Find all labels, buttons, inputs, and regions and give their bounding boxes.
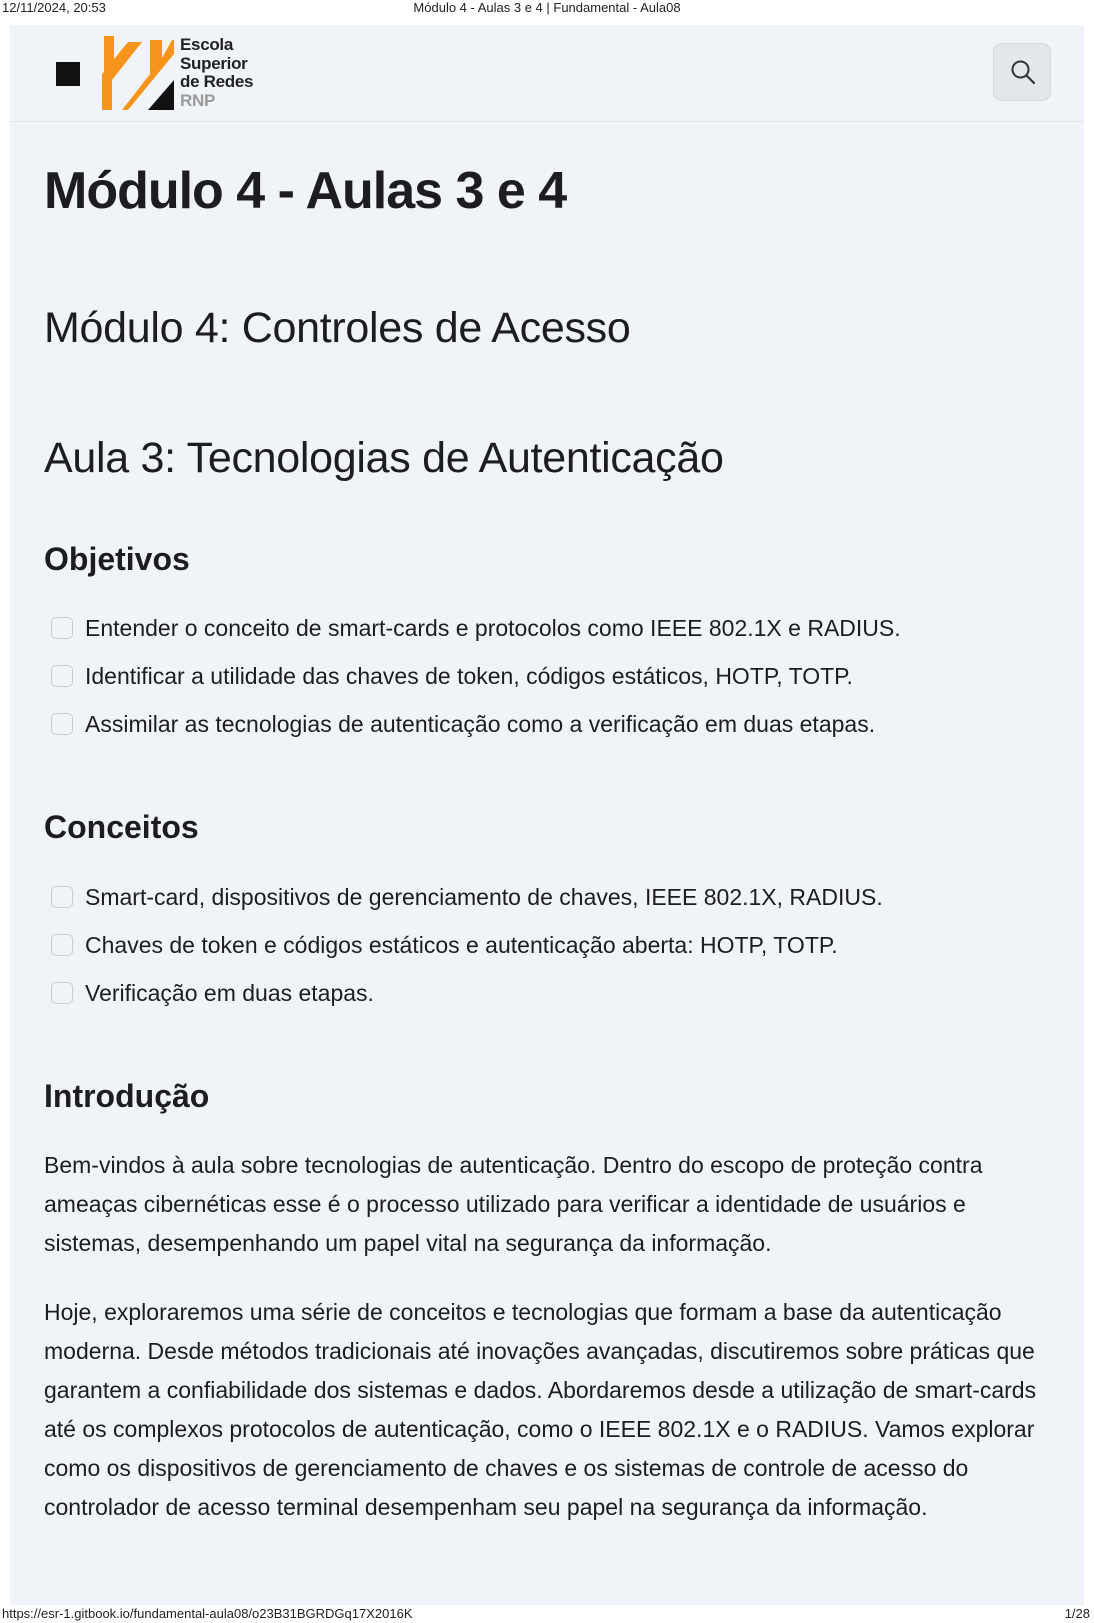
- concept-text: Chaves de token e códigos estáticos e autenticação aberta: HOTP, TOTP.: [85, 932, 838, 958]
- logo-line-3: de Redes: [180, 72, 254, 91]
- print-date: 12/11/2024, 20:53: [2, 0, 106, 15]
- concepts-list: [51, 884, 883, 1028]
- logo[interactable]: [102, 36, 262, 110]
- objective-item: [51, 711, 901, 759]
- lesson-heading: Aula 3: Tecnologias de Autenticação: [44, 434, 724, 482]
- concept-text: Verificação em duas etapas.: [85, 980, 374, 1006]
- page-title: Módulo 4 - Aulas 3 e 4: [44, 162, 567, 220]
- checkbox[interactable]: [51, 982, 73, 1004]
- concept-text: Smart-card, dispositivos de gerenciamento de chaves, IEEE 802.1X, RADIUS.: [85, 884, 883, 910]
- concept-item: [51, 884, 883, 932]
- logo-text: [180, 36, 253, 110]
- print-footer: [0, 1603, 1094, 1623]
- objective-text: Identificar a utilidade das chaves de token, códigos estáticos, HOTP, TOTP.: [85, 663, 853, 689]
- objectives-heading: Objetivos: [44, 541, 190, 577]
- print-page-number: 1/28: [1064, 1606, 1090, 1621]
- objective-item: [51, 663, 901, 711]
- concept-item: [51, 980, 883, 1028]
- logo-line-2: Superior: [180, 53, 248, 73]
- intro-paragraph-1: Bem-vindos à aula sobre tecnologias de autenticação. Dentro do escopo de proteção contra ameaças cibernéticas esse é o processo utilizado para verificar a identidade de usuários e sistemas, desempenhando um papel vital na segurança da informação.: [44, 1152, 983, 1256]
- introduction-heading: Introdução: [44, 1078, 210, 1114]
- logo-line-1: Escola: [180, 35, 234, 54]
- module-heading: Módulo 4: Controles de Acesso: [44, 304, 631, 352]
- page: [10, 25, 1084, 1605]
- concepts-heading: Conceitos: [44, 809, 199, 845]
- logo-line-rnp: RNP: [180, 90, 215, 110]
- checkbox[interactable]: [51, 617, 73, 639]
- objectives-list: [51, 615, 901, 759]
- checkbox[interactable]: [51, 665, 73, 687]
- print-url: https://esr-1.gitbook.io/fundamental-aula08/o23B31BGRDGq17X2016K: [2, 1606, 413, 1621]
- search-icon: [1010, 59, 1036, 85]
- print-header: [0, 0, 1094, 18]
- objective-item: [51, 615, 901, 663]
- objective-text: Assimilar as tecnologias de autenticação como a verificação em duas etapas.: [85, 711, 876, 737]
- concept-item: [51, 932, 883, 980]
- search-button[interactable]: [993, 43, 1051, 101]
- checkbox[interactable]: [51, 713, 73, 735]
- objective-text: Entender o conceito de smart-cards e protocolos como IEEE 802.1X e RADIUS.: [85, 615, 901, 641]
- menu-square-icon[interactable]: [56, 62, 80, 86]
- checkbox[interactable]: [51, 934, 73, 956]
- logo-mark-icon: [102, 36, 178, 110]
- print-document-title: Módulo 4 - Aulas 3 e 4 | Fundamental - Aula08: [413, 0, 681, 15]
- top-bar: [10, 25, 1084, 122]
- checkbox[interactable]: [51, 886, 73, 908]
- intro-paragraph-2: Hoje, exploraremos uma série de conceitos e tecnologias que formam a base da autenticação moderna. Desde métodos tradicionais até inovações avançadas, discutiremos sobre práticas que garantem a confiabilidade dos sistemas e dados. Abordaremos desde a utilização de smart-cards até os complexos protocolos de autenticação, como o IEEE 802.1X e o RADIUS. Vamos explorar como os dispositivos de gerenciamento de chaves e os sistemas de controle de acesso do controlador de acesso terminal desempenham seu papel na segurança da informação.: [44, 1299, 1037, 1520]
